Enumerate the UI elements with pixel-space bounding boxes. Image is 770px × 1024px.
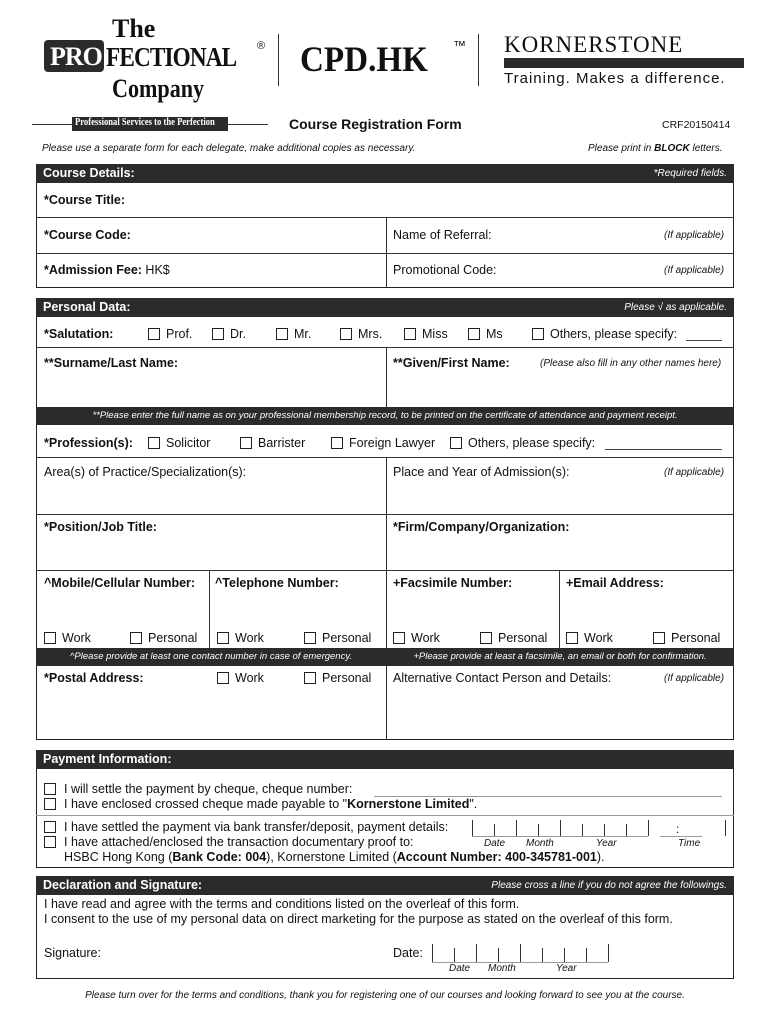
payment-bar [36, 750, 734, 769]
salutation-ms-checkbox[interactable] [468, 328, 480, 340]
contact-note-left: ^Please provide at least one contact number in case of emergency. [69, 651, 353, 662]
course-code-label: *Course Code: [44, 228, 131, 242]
header-divider-1 [278, 34, 279, 86]
pay-time-baseline [660, 836, 702, 837]
cheque2-bold: Kornerstone Limited [347, 797, 470, 811]
logo-tagline: Professional Services to the Perfection [75, 117, 215, 128]
profession-foreign-lawyer-label: Foreign Lawyer [349, 436, 436, 450]
pay-tick-8 [648, 820, 649, 836]
pay-month-caption: Month [526, 838, 554, 849]
header-divider-2 [478, 34, 479, 86]
given-name-note: (Please also fill in any other names here) [540, 358, 722, 369]
logo-company: Company [112, 74, 205, 103]
salutation-others-input[interactable] [686, 340, 722, 341]
course-row-line-1 [36, 217, 734, 218]
given-name-label: **Given/First Name: [393, 356, 510, 370]
salutation-mr-label: Mr. [294, 327, 312, 341]
mobile-work-checkbox[interactable] [44, 632, 56, 644]
profession-solicitor-label: Solicitor [166, 436, 211, 450]
logo-tagline-line-right [228, 124, 268, 125]
decl-year-caption: Year [556, 963, 577, 974]
logo-tagline-line-left [32, 124, 72, 125]
telephone-work-label: Work [235, 631, 264, 645]
pay-year-caption: Year [596, 838, 617, 849]
personal-data-bar [36, 298, 734, 317]
postal-work-checkbox[interactable] [217, 672, 229, 684]
personal-row-line-2 [36, 457, 734, 458]
admission-fee [44, 263, 170, 277]
mobile-personal-checkbox[interactable] [130, 632, 142, 644]
telephone-personal-label: Personal [322, 631, 372, 645]
bank-line-2: I have attached/enclosed the transaction documentary proof to: [64, 835, 414, 849]
salutation-others-checkbox[interactable] [532, 328, 544, 340]
logo-pro: PRO [50, 42, 102, 71]
postal-col-divider [386, 666, 387, 740]
payment-title: Payment Information: [43, 752, 172, 766]
kornerstone-tagline: Training. Makes a difference. [504, 70, 726, 87]
declaration-title: Declaration and Signature: [43, 878, 203, 892]
kornerstone-text: KORNERSTONE [504, 32, 684, 57]
declaration-line-1: I have read and agree with the terms and conditions listed on the overleaf of this form. [44, 897, 520, 911]
bank3-b: Bank Code: 004 [172, 850, 267, 864]
profession-barrister-checkbox[interactable] [240, 437, 252, 449]
salutation-miss-checkbox[interactable] [404, 328, 416, 340]
fax-work-label: Work [411, 631, 440, 645]
cheque-line-1: I will settle the payment by cheque, cheque number: [64, 782, 353, 796]
pay-date-baseline [472, 836, 648, 837]
mobile-label: ^Mobile/Cellular Number: [44, 576, 196, 590]
block-note-bold: BLOCK [654, 143, 690, 154]
decl-tick-4 [520, 944, 521, 962]
payment-divider [36, 815, 734, 816]
email-work-checkbox[interactable] [566, 632, 578, 644]
profession-others-checkbox[interactable] [450, 437, 462, 449]
footer-note: Please turn over for the terms and conditions, thank you for registering one of our courses and looking forward to see you at the course. [85, 990, 685, 1001]
block-letters-note [588, 143, 723, 154]
email-work-label: Work [584, 631, 613, 645]
course-details-bar [36, 164, 734, 183]
logo-the: The [112, 14, 156, 43]
profession-barrister-label: Barrister [258, 436, 306, 450]
cheque2-pre: I have enclosed crossed cheque made payable to " [64, 797, 348, 811]
declaration-line-2: I consent to the use of my personal data on direct marketing for the purpose as stated on the overleaf of this form. [44, 912, 673, 926]
logo-fectional: FECTIONAL [106, 42, 237, 72]
cheque-checkbox[interactable] [44, 783, 56, 795]
form-code: CRF20150414 [662, 119, 731, 131]
declaration-bar [36, 876, 734, 895]
email-personal-checkbox[interactable] [653, 632, 665, 644]
pay-tick-6 [604, 824, 605, 836]
salutation-dr-label: Dr. [230, 327, 246, 341]
tick-note: Please √ as applicable. [624, 302, 727, 313]
decl-tick-7 [586, 948, 587, 962]
bank-line-3 [64, 850, 605, 864]
kornerstone-bar [504, 58, 744, 68]
signature-label: Signature: [44, 946, 101, 960]
cpd-text: CPD.HK [300, 39, 428, 79]
pay-tick-5 [582, 824, 583, 836]
pay-tick-4 [560, 820, 561, 836]
bank-proof-checkbox[interactable] [44, 836, 56, 848]
fax-label: +Facsimile Number: [393, 576, 513, 590]
personal-row-line-1 [36, 347, 734, 348]
admission-if-applicable: (If applicable) [664, 467, 725, 478]
salutation-dr-checkbox[interactable] [212, 328, 224, 340]
pay-time-end-tick [725, 820, 726, 836]
bank-transfer-checkbox[interactable] [44, 821, 56, 833]
required-note: *Required fields. [653, 168, 727, 179]
profession-foreign-lawyer-checkbox[interactable] [331, 437, 343, 449]
decl-tick-0 [432, 944, 433, 962]
profession-label: *Profession(s): [44, 436, 133, 450]
alt-contact-label: Alternative Contact Person and Details: [393, 671, 612, 685]
postal-work-label: Work [235, 671, 264, 685]
bank3-c: ), Kornerstone Limited ( [266, 850, 397, 864]
admission-fee-currency: HK$ [145, 263, 170, 277]
email-personal-label: Personal [671, 631, 721, 645]
crossed-cheque-checkbox[interactable] [44, 798, 56, 810]
pay-tick-2 [516, 820, 517, 836]
logo-registered: ® [257, 40, 266, 52]
name-note: **Please enter the full name as on your professional membership record, to be printed on the certificate of attendance and payment receipt. [92, 410, 678, 421]
profession-others-input[interactable] [605, 449, 722, 450]
course-title-label: *Course Title: [44, 193, 126, 207]
course-row-line-2 [36, 253, 734, 254]
position-label: *Position/Job Title: [44, 520, 157, 534]
salutation-prof-label: Prof. [166, 327, 193, 341]
bank3-d: Account Number: 400-345781-001 [396, 850, 597, 864]
firm-label: *Firm/Company/Organization: [393, 520, 570, 534]
admission-label: Place and Year of Admission(s): [393, 465, 570, 479]
declaration-date-label: Date: [393, 946, 423, 960]
contact-note-right: +Please provide at least a facsimile, an email or both for confirmation. [413, 651, 707, 662]
name-col-divider [386, 347, 387, 407]
mobile-personal-label: Personal [148, 631, 198, 645]
cheque-line-2 [64, 797, 477, 811]
pay-tick-1 [494, 824, 495, 836]
personal-data-title: Personal Data: [43, 300, 131, 314]
salutation-label: *Salutation: [44, 327, 114, 341]
pay-tick-0 [472, 820, 473, 836]
pay-tick-7 [626, 824, 627, 836]
contact-col-divider-3 [559, 570, 560, 648]
decl-tick-1 [454, 948, 455, 962]
block-note-post: letters. [689, 143, 723, 154]
salutation-mrs-checkbox[interactable] [340, 328, 352, 340]
salutation-miss-label: Miss [422, 327, 448, 341]
profession-solicitor-checkbox[interactable] [148, 437, 160, 449]
alt-contact-if-applicable: (If applicable) [664, 673, 725, 684]
email-label: +Email Address: [566, 576, 664, 590]
pay-date-caption: Date [484, 838, 506, 849]
cpd-tm: ™ [453, 38, 466, 53]
salutation-ms-label: Ms [486, 327, 503, 341]
declaration-cross-note: Please cross a line if you do not agree the followings. [491, 880, 727, 891]
cheque2-post: ". [469, 797, 478, 811]
pay-time-caption: Time [678, 838, 701, 849]
decl-tick-8 [608, 944, 609, 962]
form-title: Course Registration Form [289, 116, 462, 132]
decl-tick-5 [542, 948, 543, 962]
mobile-work-label: Work [62, 631, 91, 645]
fax-work-checkbox[interactable] [393, 632, 405, 644]
contact-col-divider-1 [209, 570, 210, 648]
separate-form-note: Please use a separate form for each delegate, make additional copies as necessary. [42, 143, 416, 154]
fax-personal-checkbox[interactable] [480, 632, 492, 644]
surname-label: **Surname/Last Name: [44, 356, 179, 370]
promo-code-label: Promotional Code: [393, 263, 497, 277]
bank3-e: ). [596, 850, 605, 864]
personal-row-line-4 [36, 570, 734, 571]
practice-label: Area(s) of Practice/Specialization(s): [44, 465, 247, 479]
telephone-work-checkbox[interactable] [217, 632, 229, 644]
referral-label: Name of Referral: [393, 228, 492, 242]
pay-time-colon: : [676, 822, 680, 836]
course-details-title: Course Details: [43, 166, 135, 180]
telephone-label: ^Telephone Number: [215, 576, 339, 590]
decl-tick-3 [498, 948, 499, 962]
block-note-pre: Please print in [588, 143, 655, 154]
salutation-mrs-label: Mrs. [358, 327, 383, 341]
postal-address-label: *Postal Address: [44, 671, 144, 685]
decl-tick-6 [564, 948, 565, 962]
decl-tick-2 [476, 944, 477, 962]
profession-others-label: Others, please specify: [468, 436, 596, 450]
personal-row-line-3 [36, 514, 734, 515]
salutation-others-label: Others, please specify: [550, 327, 678, 341]
salutation-mr-checkbox[interactable] [276, 328, 288, 340]
admission-fee-label: *Admission Fee: [44, 263, 142, 277]
postal-personal-checkbox[interactable] [304, 672, 316, 684]
bank3-a: HSBC Hong Kong ( [64, 850, 173, 864]
pay-tick-3 [538, 824, 539, 836]
decl-date-caption: Date [449, 963, 471, 974]
referral-if-applicable: (If applicable) [664, 230, 725, 241]
promo-if-applicable: (If applicable) [664, 265, 725, 276]
telephone-personal-checkbox[interactable] [304, 632, 316, 644]
decl-month-caption: Month [488, 963, 516, 974]
postal-personal-label: Personal [322, 671, 372, 685]
salutation-prof-checkbox[interactable] [148, 328, 160, 340]
fax-personal-label: Personal [498, 631, 548, 645]
bank-line-1: I have settled the payment via bank transfer/deposit, payment details: [64, 820, 449, 834]
contact-col-divider-2 [386, 570, 387, 648]
